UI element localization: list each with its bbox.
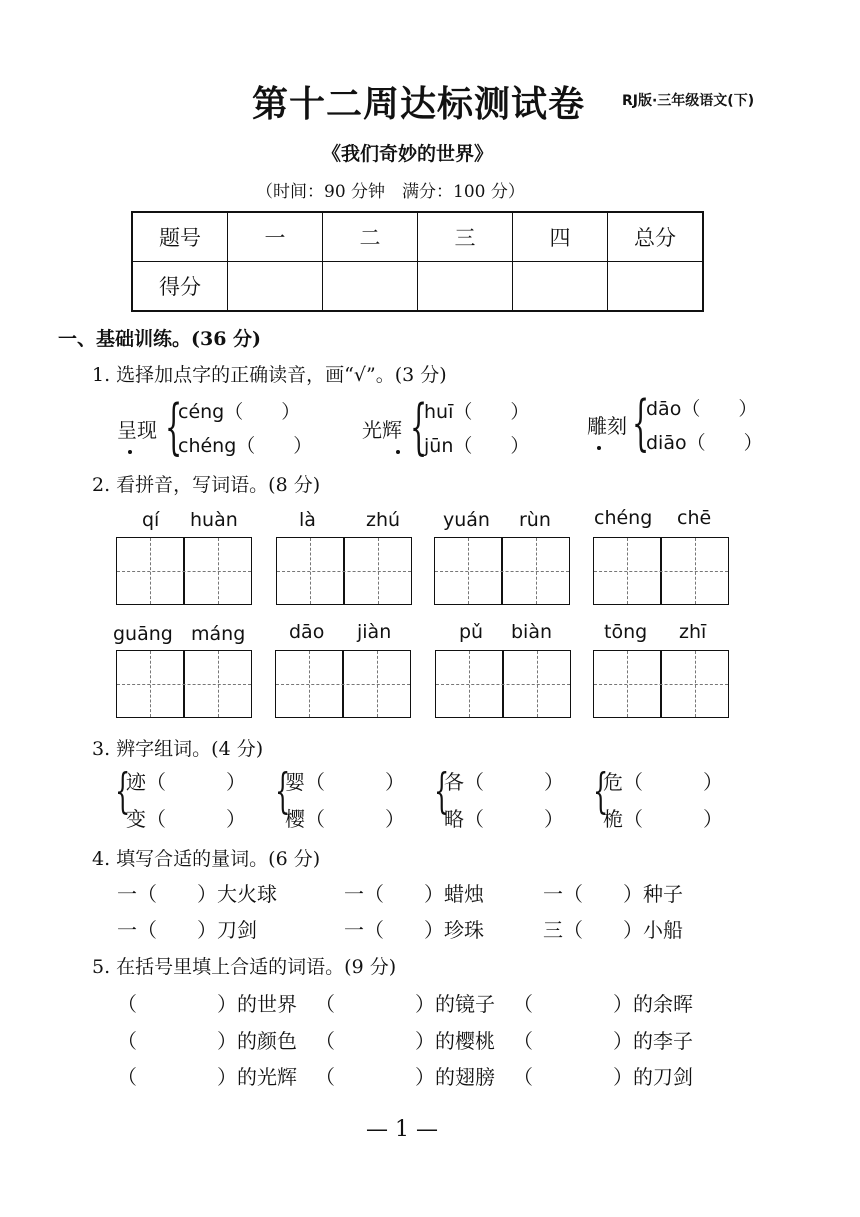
- q4-item[interactable]: 一（ ）蜡烛: [344, 882, 484, 906]
- q4-item[interactable]: 一（ ）种子: [543, 882, 683, 906]
- pinyin: máng: [191, 623, 246, 645]
- question-2-prompt: 2. 看拼音，写词语。(8 分): [92, 474, 321, 496]
- q4-item[interactable]: 三（ ）小船: [543, 918, 683, 942]
- writing-grid[interactable]: [276, 537, 412, 605]
- brace: {: [434, 763, 450, 819]
- brace: {: [593, 763, 609, 819]
- q3-item[interactable]: 各（ ）: [444, 770, 564, 794]
- q5-item[interactable]: （ ）的余晖: [513, 992, 693, 1016]
- pinyin: qí: [142, 509, 160, 531]
- score-cell: 总分: [608, 212, 704, 262]
- writing-grid[interactable]: [116, 537, 252, 605]
- edition-label: RJ版·三年级语文(下): [622, 93, 755, 109]
- time-info: （时间：90 分钟 满分：100 分）: [256, 182, 525, 202]
- q5-item[interactable]: （ ）的世界: [117, 992, 297, 1016]
- q5-item[interactable]: （ ）的镜子: [315, 992, 495, 1016]
- score-input-cell[interactable]: [608, 262, 704, 312]
- writing-grid[interactable]: [116, 650, 252, 718]
- score-table-score-row: [132, 262, 703, 312]
- q1-word: 光辉: [362, 418, 402, 442]
- q1-option[interactable]: diāo（ ）: [646, 432, 763, 454]
- score-input-cell[interactable]: [513, 262, 608, 312]
- pinyin: jiàn: [357, 621, 392, 643]
- unit-subtitle: 《我们奇妙的世界》: [322, 143, 494, 165]
- score-cell: 四: [513, 212, 608, 262]
- pinyin: guāng: [113, 623, 173, 645]
- brace: {: [165, 392, 183, 462]
- q1-word: 呈现: [117, 418, 157, 442]
- emphasis-dot: [396, 450, 400, 454]
- q5-item[interactable]: （ ）的光辉: [117, 1065, 297, 1089]
- brace: {: [410, 392, 428, 462]
- writing-grid[interactable]: [593, 537, 729, 605]
- q3-item[interactable]: 略（ ）: [444, 807, 564, 831]
- writing-grid[interactable]: [593, 650, 729, 718]
- q4-item[interactable]: 一（ ）刀剑: [117, 918, 257, 942]
- page-number: — 1 —: [366, 1117, 438, 1142]
- emphasis-dot: [128, 450, 132, 454]
- pinyin: là: [299, 509, 316, 531]
- q1-option[interactable]: chéng（ ）: [178, 435, 313, 457]
- q3-item[interactable]: 婴（ ）: [285, 770, 405, 794]
- writing-grid[interactable]: [435, 650, 571, 718]
- q3-item[interactable]: 樱（ ）: [285, 807, 405, 831]
- pinyin: dāo: [289, 621, 325, 643]
- page-title: 第十二周达标测试卷: [252, 83, 586, 125]
- brace: {: [632, 388, 650, 458]
- pinyin: yuán: [443, 509, 490, 531]
- pinyin: pǔ: [459, 621, 484, 643]
- brace: {: [275, 763, 291, 819]
- score-table: [131, 211, 704, 312]
- q3-item[interactable]: 变（ ）: [126, 807, 246, 831]
- pinyin: chéng: [594, 507, 653, 529]
- q3-item[interactable]: 迹（ ）: [126, 770, 246, 794]
- score-cell: 题号: [132, 212, 228, 262]
- pinyin: chē: [677, 507, 712, 529]
- score-cell: 二: [323, 212, 418, 262]
- pinyin: rùn: [519, 509, 551, 531]
- score-cell: 得分: [132, 262, 228, 312]
- writing-grid[interactable]: [275, 650, 411, 718]
- q4-item[interactable]: 一（ ）大火球: [117, 882, 277, 906]
- pinyin: tōng: [604, 621, 648, 643]
- question-1-prompt: 1. 选择加点字的正确读音，画“√”。(3 分): [92, 364, 447, 386]
- score-table-header-row: [132, 212, 703, 262]
- q1-word: 雕刻: [587, 414, 627, 438]
- score-cell: 三: [418, 212, 513, 262]
- pinyin: biàn: [511, 621, 553, 643]
- q5-item[interactable]: （ ）的刀剑: [513, 1065, 693, 1089]
- q1-option[interactable]: jūn（ ）: [424, 435, 530, 457]
- section-heading: 一、基础训练。(36 分): [58, 328, 262, 350]
- q5-item[interactable]: （ ）的翅膀: [315, 1065, 495, 1089]
- q5-item[interactable]: （ ）的李子: [513, 1029, 693, 1053]
- writing-grid[interactable]: [434, 537, 570, 605]
- emphasis-dot: [597, 446, 601, 450]
- score-cell: 一: [228, 212, 323, 262]
- pinyin: huàn: [190, 509, 238, 531]
- question-4-prompt: 4. 填写合适的量词。(6 分): [92, 848, 321, 870]
- score-input-cell[interactable]: [418, 262, 513, 312]
- q3-item[interactable]: 桅（ ）: [603, 807, 723, 831]
- q1-option[interactable]: dāo（ ）: [646, 398, 758, 420]
- q4-item[interactable]: 一（ ）珍珠: [344, 918, 484, 942]
- q1-option[interactable]: céng（ ）: [178, 401, 301, 423]
- score-input-cell[interactable]: [228, 262, 323, 312]
- question-5-prompt: 5. 在括号里填上合适的词语。(9 分): [92, 956, 397, 978]
- pinyin: zhī: [679, 621, 707, 643]
- q3-item[interactable]: 危（ ）: [603, 770, 723, 794]
- brace: {: [115, 763, 131, 819]
- q5-item[interactable]: （ ）的樱桃: [315, 1029, 495, 1053]
- pinyin: zhú: [366, 509, 401, 531]
- question-3-prompt: 3. 辨字组词。(4 分): [92, 738, 264, 760]
- q1-option[interactable]: huī（ ）: [424, 401, 530, 423]
- q5-item[interactable]: （ ）的颜色: [117, 1029, 297, 1053]
- score-input-cell[interactable]: [323, 262, 418, 312]
